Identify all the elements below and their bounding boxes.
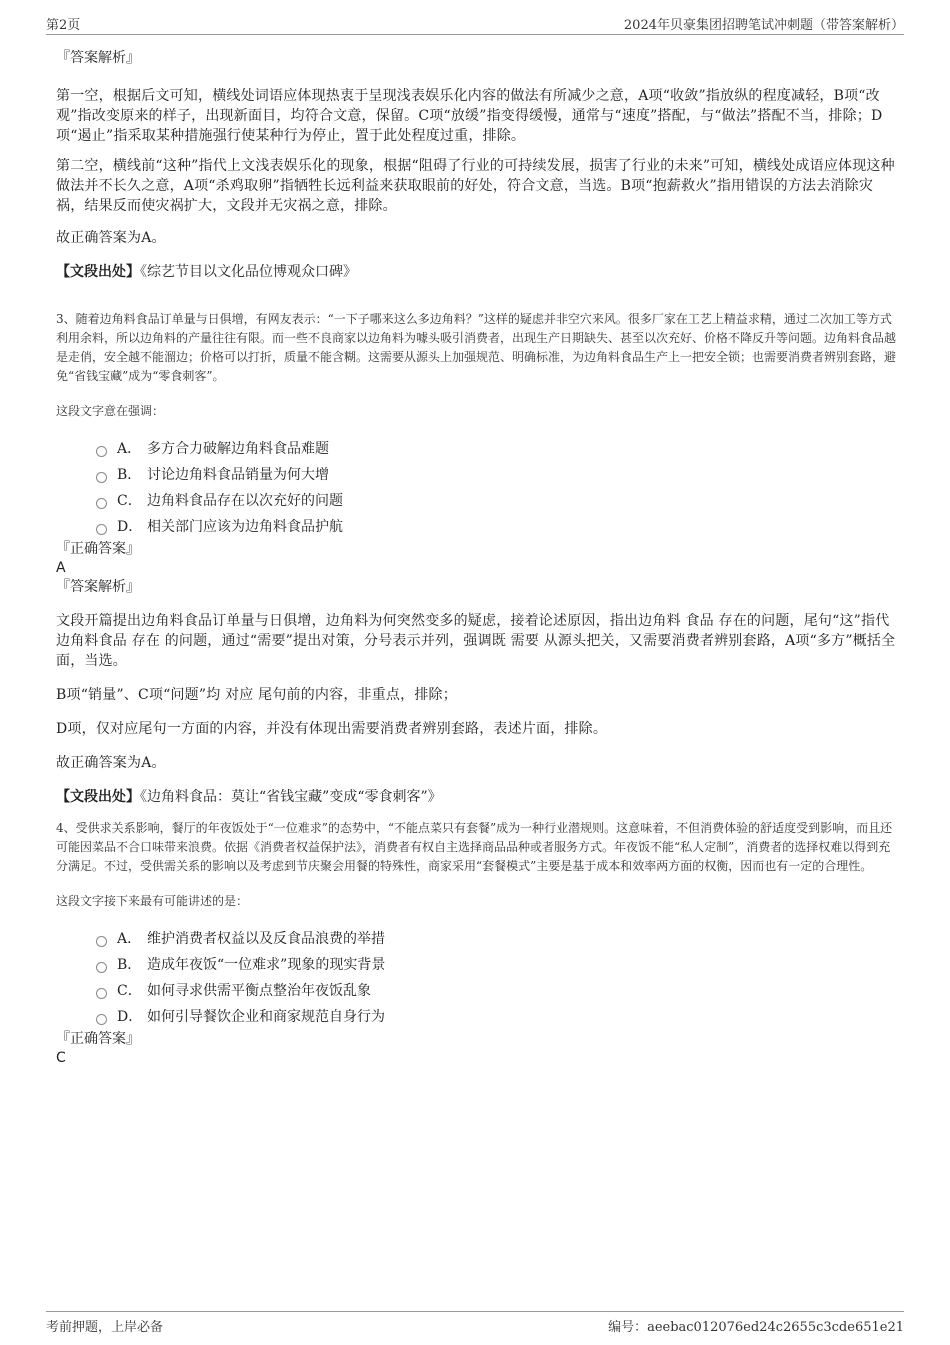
q3-analysis-label: 『答案解析』 — [56, 579, 140, 595]
q3-prompt: 这段文字意在强调： — [56, 404, 165, 418]
q2-source — [56, 262, 898, 282]
q2-source-title: 《综艺节目以文化品位博观众口碑》 — [140, 264, 357, 280]
q2-analysis-p2: 第二空，横线前“这种”指代上文浅表娱乐化的现象，根据“阻碍了行业的可持续发展，损害了行业的未来”可知，横线处成语应体现这种做法并不长久之意，A项“杀鸡取卵”指牺牲长远利益来获取眼前的好处，符合文意，当选。B项“抱薪救火”指用错误的方法去消除灾祸，结果反而使灾祸扩大，文段并无灾祸之意，排除。 — [56, 158, 895, 214]
q2-analysis-p1: 第一空，根据后文可知，横线处词语应体现热衷于呈现浅表娱乐化内容的做法有所减少之意，A项“收敛”指放纵的程度减轻，B项“改观”指改变原来的样子，出现新面目，均符合文意，保留。C项“放缓”指变得缓慢，通常与“速度”搭配，与“做法”搭配不当，排除；D项“遏止”指采取某种措施强行使某种行为停止，置于此处程度过重，排除。 — [56, 88, 883, 144]
q3-analysis-p3: D项，仅对应尾句一方面的内容，并没有体现出需要消费者辨别套路，表述片面，排除。 — [56, 721, 608, 737]
q3-option-c[interactable]: C． 边角料食品存在以次充好的问题 — [96, 487, 898, 513]
q4-option-d[interactable]: D． 如何引导餐饮企业和商家规范自身行为 — [96, 1003, 898, 1029]
radio-icon[interactable] — [96, 936, 107, 947]
q3-option-a[interactable]: A． 多方合力破解边角料食品难题 — [96, 435, 898, 461]
radio-icon[interactable] — [96, 988, 107, 999]
document-title: 2024年贝豪集团招聘笔试冲刺题（带答案解析） — [623, 18, 904, 33]
radio-icon[interactable] — [96, 472, 107, 483]
q4-option-a[interactable]: A． 维护消费者权益以及反食品浪费的举措 — [96, 925, 898, 951]
q2-conclusion: 故正确答案为A。 — [56, 230, 166, 246]
q3-analysis-p1: 文段开篇提出边角料食品订单量与日俱增，边角料为何突然变多的疑虑，接着论述原因，指出边角料 食品 存在的问题，尾句“这”指代边角料食品 存在 的问题，通过“需要”提出对策，分号表示并列，强调既 需要 从源头把关，又需要消费者辨别套路，A项“多方”概括全面，当选。 — [56, 613, 896, 669]
q3-question-text: 3、随着边角料食品订单量与日俱增，有网友表示：“一下子哪来这么多边角料？”这样的疑虑并非空穴来风。很多厂家在工艺上精益求精，通过二次加工等方式利用余料，所以边角料的产量往往有限。而一些不良商家以边角料为噱头吸引消费者，出现生产日期缺失、甚至以次充好、价格不降反升等问题。边角料食品越是走俏，安全越不能溜边；价格可以打折，质量不能含糊。这需要从源头上加强规范、明确标准，为边角料食品生产上一把安全锁；也需要消费者辨别套路，避免“省钱宝藏”成为“零食刺客”。 — [56, 312, 897, 383]
page-content — [56, 44, 898, 1067]
radio-icon[interactable] — [96, 962, 107, 973]
page-number: 第2页 — [46, 18, 81, 33]
q3-answer: A — [56, 560, 66, 576]
q3-source-title: 《边角料食品：莫让“省钱宝藏”变成“零食刺客”》 — [140, 789, 442, 805]
q4-options — [96, 925, 898, 1029]
radio-icon[interactable] — [96, 524, 107, 535]
q4-question-text: 4、受供求关系影响，餐厅的年夜饭处于“一位难求”的态势中，“不能点菜只有套餐”成为一种行业潜规则。这意味着，不但消费体验的舒适度受到影响，而且还可能因菜品不合口味带来浪费。依据《消费者权益保护法》，消费者有权自主选择商品品种或者服务方式。年夜饭不能“私人定制”，消费者的选择权难以得到充分满足。不过，受供需关系的影响以及考虑到节庆聚会用餐的特殊性，商家采用“套餐模式”主要是基于成本和效率两方面的权衡，因而也有一定的合理性。 — [56, 821, 893, 873]
q3-option-d[interactable]: D． 相关部门应该为边角料食品护航 — [96, 513, 898, 539]
page-footer — [46, 1311, 904, 1336]
q4-prompt: 这段文字接下来最有可能讲述的是： — [56, 894, 249, 908]
q4-option-b[interactable]: B． 造成年夜饭“一位难求”现象的现实背景 — [96, 951, 898, 977]
footer-serial: 编号：aeebac012076ed24c2655c3cde651e21 — [608, 1320, 904, 1335]
q3-analysis-p2: B项“销量”、C项“问题”均 对应 尾句前的内容，非重点，排除； — [56, 687, 457, 703]
q3-answer-label: 『正确答案』 — [56, 541, 140, 557]
q2-source-label: 【文段出处】 — [56, 264, 140, 280]
page-header — [46, 14, 904, 35]
q3-option-b[interactable]: B． 讨论边角料食品销量为何大增 — [96, 461, 898, 487]
q3-options — [96, 435, 898, 539]
q3-source-label: 【文段出处】 — [56, 789, 140, 805]
q4-answer-label: 『正确答案』 — [56, 1031, 140, 1047]
q4-answer: C — [56, 1050, 66, 1066]
footer-slogan: 考前押题，上岸必备 — [46, 1320, 164, 1335]
radio-icon[interactable] — [96, 1014, 107, 1025]
radio-icon[interactable] — [96, 446, 107, 457]
q3-conclusion: 故正确答案为A。 — [56, 755, 166, 771]
q3-source — [56, 787, 898, 807]
q2-analysis-label: 『答案解析』 — [56, 50, 140, 66]
radio-icon[interactable] — [96, 498, 107, 509]
q4-option-c[interactable]: C． 如何寻求供需平衡点整治年夜饭乱象 — [96, 977, 898, 1003]
